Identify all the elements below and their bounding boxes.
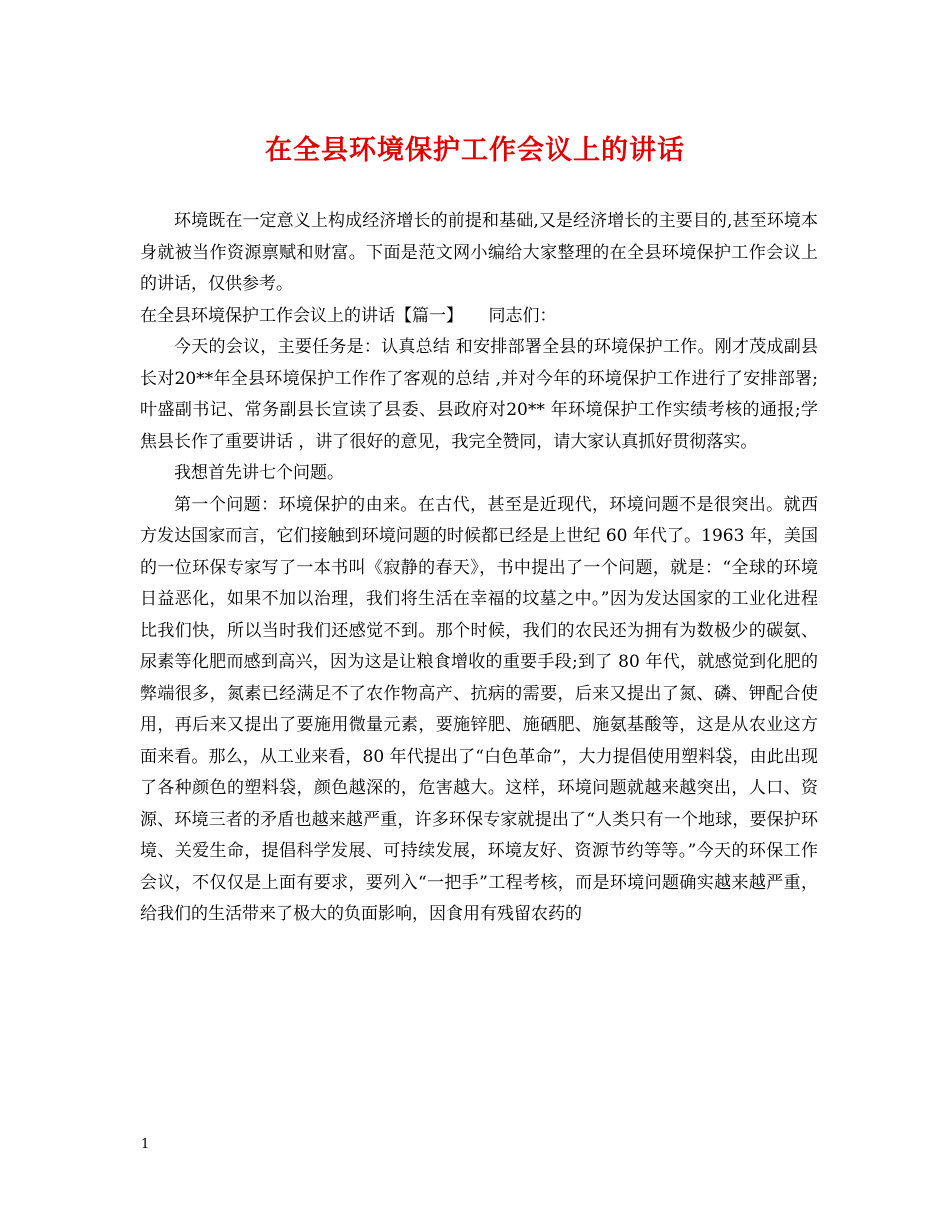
page-number: 1 xyxy=(141,1137,150,1152)
document-body xyxy=(140,206,818,931)
section-heading: 在全县环境保护工作会议上的讲话【篇一】 同志们： xyxy=(140,305,557,326)
intro-paragraph: 环境既在一定意义上构成经济增长的前提和基础,又是经济增长的主要目的,甚至环境本身就被当作资源禀赋和财富。下面是范文网小编给大家整理的在全县环境保护工作会议上的讲话，仅供参考。 xyxy=(140,211,818,294)
body-paragraph: 第一个问题：环境保护的由来。在古代，甚至是近现代，环境问题不是很突出。就西方发达国家而言，它们接触到环境问题的时候都已经是上世纪 60 年代了。1963 年，美国的一位环保专家写了一本书叫《寂静的春天》，书中提出了一个问题，就是：“全球的环境日益恶化，如果不加以治理，我们将生活在幸福的坟墓之中。”因为发达国家的工业化进程比我们快，所以当时我们还感觉不到。那个时候，我们的农民还为拥有为数极少的碳氨、尿素等化肥而感到高兴，因为这是让粮食增收的重要手段;到了 80 年代，就感觉到化肥的弊端很多，氮素已经满足不了农作物高产、抗病的需要，后来又提出了氮、磷、钾配合使用，再后来又提出了要施用微量元素，要施锌肥、施硒肥、施氨基酸等，这是从农业这方面来看。那么，从工业来看，80 年代提出了“白色革命”，大力提倡使用塑料袋，由此出现了各种颜色的塑料袋，颜色越深的，危害越大。这样，环境问题就越来越突出，人口、资源、环境三者的矛盾也越来越严重，许多环保专家就提出了“人类只有一个地球，要保护环境、关爱生命，提倡科学发展、可持续发展，环境友好、资源节约等等。”今天的环保工作会议，不仅仅是上面有要求，要列入“一把手”工程考核，而是环境问题确实越来越严重，给我们的生活带来了极大的负面影响，因食用有残留农药的 xyxy=(140,494,818,924)
body-paragraph: 我想首先讲七个问题。 xyxy=(174,463,344,483)
document-title: 在全县环境保护工作会议上的讲话 xyxy=(265,135,685,166)
body-paragraph: 今天的会议，主要任务是：认真总结 和安排部署全县的环境保护工作。刚才茂成副县长对20**年全县环境保护工作作了客观的总结 ,并对今年的环境保护工作进行了安排部署;叶盛副书记、常务副县长宣读了县委、县政府对20** 年环境保护工作实绩考核的通报;学焦县长作了重要讲话 ，讲了很好的意见，我完全赞同，请大家认真抓好贯彻落实。 xyxy=(140,337,818,452)
